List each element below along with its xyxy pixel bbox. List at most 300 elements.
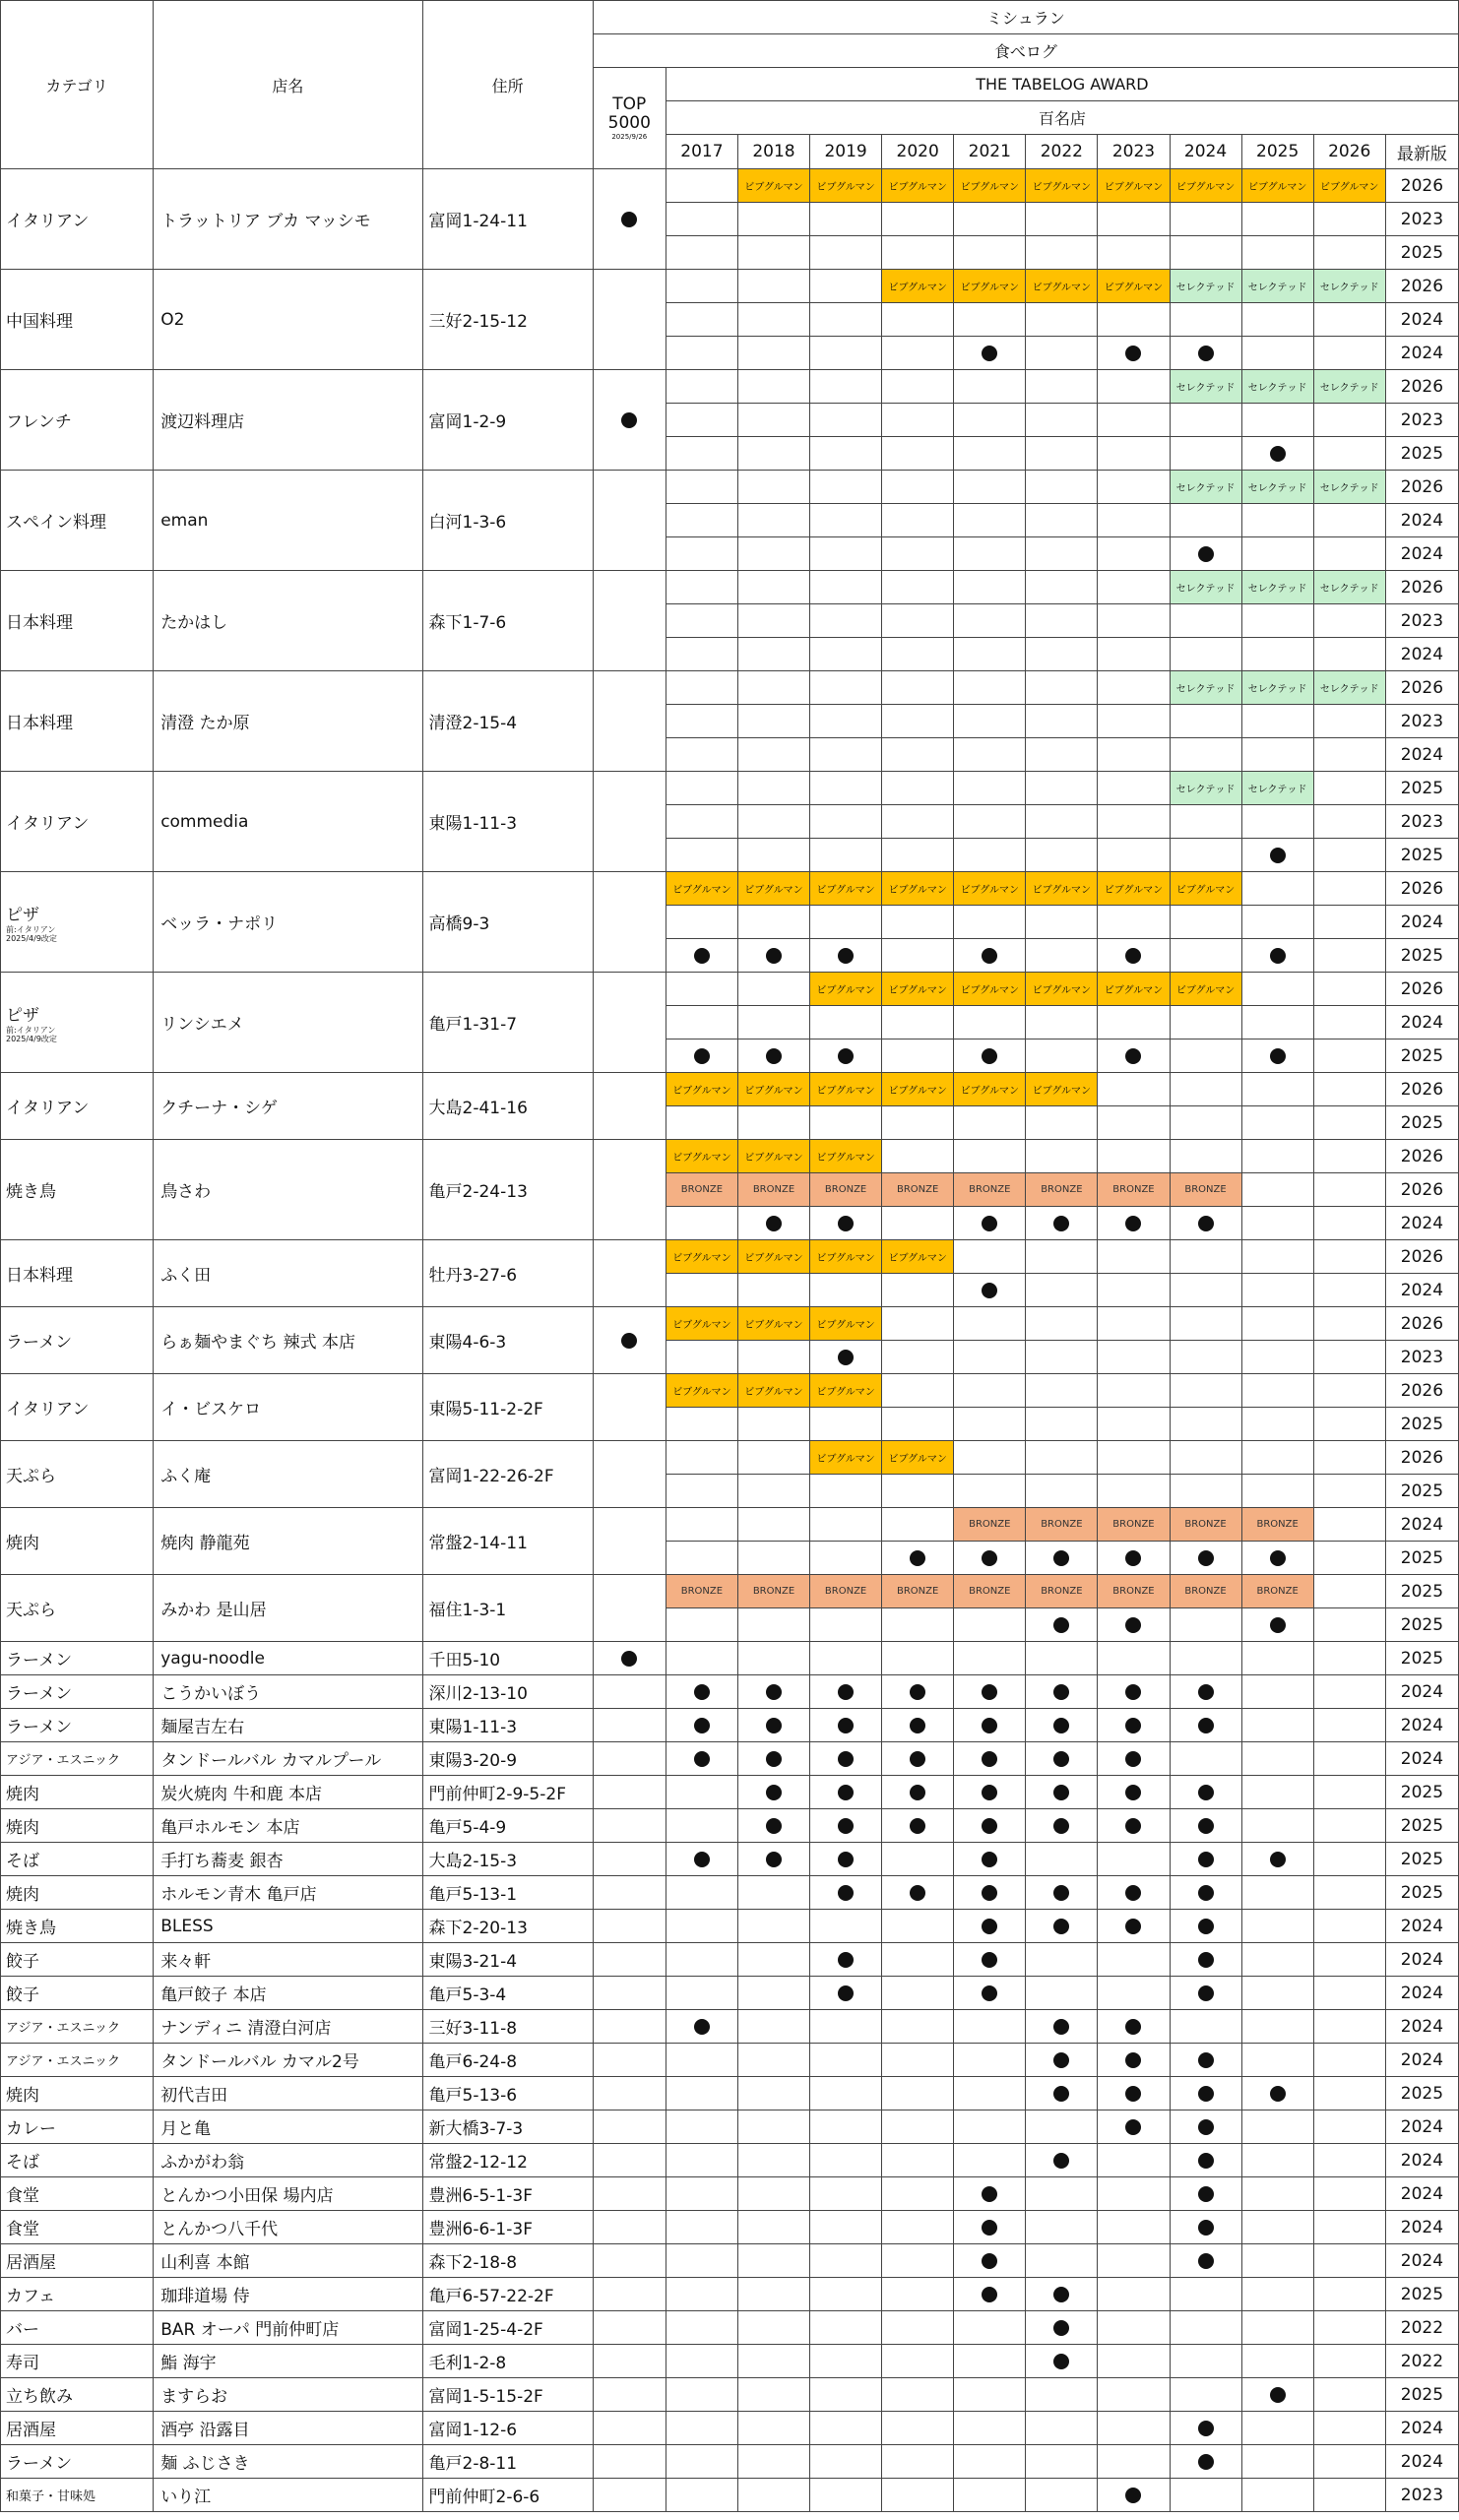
bib-gourmand-badge: ビブグルマン xyxy=(954,1073,1026,1106)
empty-cell xyxy=(1170,805,1241,839)
latest-year: 2025 xyxy=(1385,1876,1458,1910)
empty-cell xyxy=(1241,906,1313,939)
table-row xyxy=(1,1073,1459,1106)
empty-cell xyxy=(1241,1374,1313,1408)
hyakumeiten-dot-icon xyxy=(910,1785,925,1800)
empty-cell xyxy=(810,236,882,270)
hyakumeiten-dot-icon xyxy=(982,1550,997,1566)
store-address: 常盤2-12-12 xyxy=(422,2144,593,2177)
hyakumeiten-dot-icon xyxy=(1198,1818,1214,1834)
latest-year: 2024 xyxy=(1385,504,1458,537)
empty-cell xyxy=(1241,2412,1313,2445)
table-row xyxy=(1,2278,1459,2311)
category-label: スペイン料理 xyxy=(6,513,106,533)
empty-cell xyxy=(882,537,954,571)
empty-cell xyxy=(1170,1608,1241,1642)
hyakumeiten-dot-icon xyxy=(1125,2086,1141,2102)
category-cell xyxy=(1,1642,154,1675)
empty-cell xyxy=(666,1475,737,1508)
hyakumeiten-cell xyxy=(810,1876,882,1910)
hyakumeiten-dot-icon xyxy=(982,1885,997,1901)
empty-cell xyxy=(1313,203,1385,236)
hyakumeiten-cell xyxy=(1098,1809,1170,1843)
store-address: 富岡1-25-4-2F xyxy=(422,2311,593,2345)
empty-cell xyxy=(1098,1274,1170,1307)
category-label: ピザ xyxy=(6,1006,39,1026)
latest-year: 2022 xyxy=(1385,2345,1458,2378)
empty-cell xyxy=(1313,1441,1385,1475)
hyakumeiten-dot-icon xyxy=(1198,2086,1214,2102)
bib-gourmand-badge: ビブグルマン xyxy=(810,169,882,203)
empty-cell xyxy=(1241,1910,1313,1943)
top5000-cell xyxy=(593,1307,666,1374)
hyakumeiten-cell xyxy=(1170,1709,1241,1742)
hyakumeiten-cell xyxy=(954,939,1026,973)
empty-cell xyxy=(666,805,737,839)
hyakumeiten-cell xyxy=(954,1675,1026,1709)
empty-cell xyxy=(1170,1274,1241,1307)
empty-cell xyxy=(954,370,1026,404)
empty-cell xyxy=(1098,236,1170,270)
table-row xyxy=(1,2144,1459,2177)
category-label: 日本料理 xyxy=(6,613,73,633)
empty-cell xyxy=(1241,1173,1313,1207)
empty-cell xyxy=(1098,671,1170,705)
empty-cell xyxy=(1241,2445,1313,2479)
store-name: らぁ麺やまぐち 辣式 本店 xyxy=(154,1307,422,1374)
hyakumeiten-dot-icon xyxy=(694,1048,710,1064)
header-michelin: ミシュラン xyxy=(593,1,1458,34)
hyakumeiten-cell xyxy=(1241,1040,1313,1073)
store-address: 富岡1-2-9 xyxy=(422,370,593,471)
category-label: 居酒屋 xyxy=(6,2253,56,2273)
hyakumeiten-cell xyxy=(737,939,809,973)
top5000-cell xyxy=(593,270,666,370)
latest-year: 2025 xyxy=(1385,2077,1458,2110)
empty-cell xyxy=(1313,1207,1385,1240)
hyakumeiten-cell xyxy=(1098,1542,1170,1575)
year-header-2017: 2017 xyxy=(666,135,737,169)
empty-cell xyxy=(1098,2412,1170,2445)
category-cell xyxy=(1,2311,154,2345)
empty-cell xyxy=(1170,1408,1241,1441)
year-header-2020: 2020 xyxy=(882,135,954,169)
hyakumeiten-dot-icon xyxy=(982,1216,997,1231)
hyakumeiten-cell xyxy=(666,1709,737,1742)
category-label: 居酒屋 xyxy=(6,2421,56,2440)
table-row xyxy=(1,671,1459,705)
hyakumeiten-dot-icon xyxy=(1270,1852,1286,1867)
hyakumeiten-cell xyxy=(810,1776,882,1809)
top5000-dot-icon xyxy=(621,1333,637,1349)
hyakumeiten-cell xyxy=(1170,2211,1241,2244)
empty-cell xyxy=(1026,1408,1098,1441)
store-address: 富岡1-12-6 xyxy=(422,2412,593,2445)
top5000-cell xyxy=(593,1441,666,1508)
empty-cell xyxy=(1313,1140,1385,1173)
latest-year: 2026 xyxy=(1385,1307,1458,1341)
hyakumeiten-dot-icon xyxy=(1053,1885,1069,1901)
empty-cell xyxy=(882,337,954,370)
hyakumeiten-cell xyxy=(1098,1608,1170,1642)
empty-cell xyxy=(737,1943,809,1977)
empty-cell xyxy=(666,2345,737,2378)
store-address: 門前仲町2-6-6 xyxy=(422,2479,593,2512)
empty-cell xyxy=(737,1876,809,1910)
empty-cell xyxy=(1026,2244,1098,2278)
selected-badge: セレクテッド xyxy=(1170,270,1241,303)
latest-year: 2024 xyxy=(1385,1508,1458,1542)
empty-cell xyxy=(666,1776,737,1809)
hyakumeiten-dot-icon xyxy=(838,1751,854,1767)
store-address: 亀戸5-4-9 xyxy=(422,1809,593,1843)
empty-cell xyxy=(1026,1441,1098,1475)
empty-cell xyxy=(1170,1475,1241,1508)
category-cell xyxy=(1,1742,154,1776)
bib-gourmand-badge: ビブグルマン xyxy=(810,1140,882,1173)
hyakumeiten-dot-icon xyxy=(982,1751,997,1767)
top5000-cell xyxy=(593,1675,666,1709)
latest-year: 2025 xyxy=(1385,2278,1458,2311)
empty-cell xyxy=(1098,2278,1170,2311)
hyakumeiten-dot-icon xyxy=(838,1684,854,1700)
empty-cell xyxy=(810,1642,882,1675)
empty-cell xyxy=(1313,2211,1385,2244)
empty-cell xyxy=(1026,671,1098,705)
empty-cell xyxy=(882,1140,954,1173)
empty-cell xyxy=(1170,638,1241,671)
hyakumeiten-cell xyxy=(954,2244,1026,2278)
bronze-badge: BRONZE xyxy=(1170,1173,1241,1207)
store-address: 富岡1-22-26-2F xyxy=(422,1441,593,1508)
category-cell xyxy=(1,1508,154,1575)
bib-gourmand-badge: ビブグルマン xyxy=(737,1240,809,1274)
hyakumeiten-cell xyxy=(954,1776,1026,1809)
selected-badge: セレクテッド xyxy=(1241,471,1313,504)
empty-cell xyxy=(1241,1809,1313,1843)
top5000-cell xyxy=(593,169,666,270)
empty-cell xyxy=(1241,1742,1313,1776)
empty-cell xyxy=(810,2077,882,2110)
hyakumeiten-dot-icon xyxy=(1125,2488,1141,2503)
empty-cell xyxy=(882,2479,954,2512)
store-name: タンドールバル カマル2号 xyxy=(154,2044,422,2077)
empty-cell xyxy=(1170,2278,1241,2311)
hyakumeiten-dot-icon xyxy=(910,1718,925,1733)
empty-cell xyxy=(954,1106,1026,1140)
empty-cell xyxy=(1026,1274,1098,1307)
empty-cell xyxy=(1241,1876,1313,1910)
empty-cell xyxy=(1241,1943,1313,1977)
empty-cell xyxy=(810,1106,882,1140)
bronze-badge: BRONZE xyxy=(810,1575,882,1608)
empty-cell xyxy=(954,1408,1026,1441)
latest-year: 2025 xyxy=(1385,1776,1458,1809)
latest-year: 2026 xyxy=(1385,1173,1458,1207)
selected-badge: セレクテッド xyxy=(1170,671,1241,705)
store-name: yagu-noodle xyxy=(154,1642,422,1675)
empty-cell xyxy=(1026,1240,1098,1274)
empty-cell xyxy=(882,1040,954,1073)
hyakumeiten-cell xyxy=(1026,1207,1098,1240)
hyakumeiten-cell xyxy=(1026,1910,1098,1943)
empty-cell xyxy=(666,839,737,872)
hyakumeiten-dot-icon xyxy=(1198,1852,1214,1867)
hyakumeiten-dot-icon xyxy=(838,1852,854,1867)
top5000-cell xyxy=(593,1910,666,1943)
empty-cell xyxy=(1098,537,1170,571)
hyakumeiten-cell xyxy=(666,2010,737,2044)
latest-year: 2025 xyxy=(1385,1575,1458,1608)
bib-gourmand-badge: ビブグルマン xyxy=(1170,169,1241,203)
category-cell xyxy=(1,270,154,370)
latest-year: 2026 xyxy=(1385,671,1458,705)
hyakumeiten-dot-icon xyxy=(982,2287,997,2302)
store-address: 門前仲町2-9-5-2F xyxy=(422,1776,593,1809)
empty-cell xyxy=(1313,1040,1385,1073)
empty-cell xyxy=(1313,772,1385,805)
store-address: 豊洲6-5-1-3F xyxy=(422,2177,593,2211)
latest-year: 2026 xyxy=(1385,169,1458,203)
empty-cell xyxy=(737,604,809,638)
hyakumeiten-dot-icon xyxy=(1125,2119,1141,2135)
bib-gourmand-badge: ビブグルマン xyxy=(810,1374,882,1408)
hyakumeiten-dot-icon xyxy=(766,1048,782,1064)
empty-cell xyxy=(1170,437,1241,471)
empty-cell xyxy=(1098,1642,1170,1675)
hyakumeiten-cell xyxy=(810,1675,882,1709)
empty-cell xyxy=(666,571,737,604)
empty-cell xyxy=(1170,2378,1241,2412)
empty-cell xyxy=(882,2010,954,2044)
empty-cell xyxy=(1098,404,1170,437)
empty-cell xyxy=(737,1441,809,1475)
store-name: 鳥さわ xyxy=(154,1140,422,1240)
hyakumeiten-cell xyxy=(954,1809,1026,1843)
empty-cell xyxy=(1098,2311,1170,2345)
empty-cell xyxy=(737,2445,809,2479)
hyakumeiten-dot-icon xyxy=(838,1885,854,1901)
latest-year: 2025 xyxy=(1385,1809,1458,1843)
hyakumeiten-cell xyxy=(1170,1977,1241,2010)
empty-cell xyxy=(737,772,809,805)
latest-year: 2024 xyxy=(1385,2144,1458,2177)
hyakumeiten-dot-icon xyxy=(1125,948,1141,964)
latest-year: 2024 xyxy=(1385,2445,1458,2479)
empty-cell xyxy=(1026,2211,1098,2244)
hyakumeiten-dot-icon xyxy=(694,2019,710,2035)
header-store-name: 店名 xyxy=(154,1,422,169)
empty-cell xyxy=(1241,705,1313,738)
category-label: 焼肉 xyxy=(6,1534,39,1553)
store-name: O2 xyxy=(154,270,422,370)
top5000-dot-icon xyxy=(621,1651,637,1667)
bib-gourmand-badge: ビブグルマン xyxy=(1098,270,1170,303)
bronze-badge: BRONZE xyxy=(737,1173,809,1207)
store-name: 初代吉田 xyxy=(154,2077,422,2110)
empty-cell xyxy=(1241,236,1313,270)
empty-cell xyxy=(1170,705,1241,738)
hyakumeiten-cell xyxy=(1170,1876,1241,1910)
hyakumeiten-cell xyxy=(1026,2278,1098,2311)
empty-cell xyxy=(1241,1307,1313,1341)
empty-cell xyxy=(882,2244,954,2278)
category-label: 焼き鳥 xyxy=(6,1919,56,1938)
empty-cell xyxy=(810,1274,882,1307)
empty-cell xyxy=(882,2211,954,2244)
empty-cell xyxy=(810,671,882,705)
selected-badge: セレクテッド xyxy=(1241,370,1313,404)
hyakumeiten-cell xyxy=(882,1709,954,1742)
hyakumeiten-dot-icon xyxy=(1198,1919,1214,1934)
latest-year: 2025 xyxy=(1385,1106,1458,1140)
hyakumeiten-cell xyxy=(1098,337,1170,370)
selected-badge: セレクテッド xyxy=(1170,370,1241,404)
hyakumeiten-cell xyxy=(1026,2345,1098,2378)
empty-cell xyxy=(954,2077,1026,2110)
empty-cell xyxy=(737,2044,809,2077)
empty-cell xyxy=(1098,2144,1170,2177)
table-row xyxy=(1,1140,1459,1173)
category-label: アジア・エスニック xyxy=(6,2021,120,2036)
empty-cell xyxy=(1313,1776,1385,1809)
table-row xyxy=(1,1441,1459,1475)
latest-year: 2023 xyxy=(1385,1341,1458,1374)
hyakumeiten-cell xyxy=(1098,1675,1170,1709)
latest-year: 2025 xyxy=(1385,772,1458,805)
category-label: 焼肉 xyxy=(6,1885,39,1905)
empty-cell xyxy=(1313,1542,1385,1575)
hyakumeiten-dot-icon xyxy=(1053,2019,1069,2035)
category-label: フレンチ xyxy=(6,412,72,432)
empty-cell xyxy=(954,437,1026,471)
empty-cell xyxy=(882,738,954,772)
hyakumeiten-cell xyxy=(1170,1675,1241,1709)
hyakumeiten-cell xyxy=(1241,1843,1313,1876)
empty-cell xyxy=(882,839,954,872)
empty-cell xyxy=(1098,1943,1170,1977)
empty-cell xyxy=(666,1106,737,1140)
hyakumeiten-cell xyxy=(666,1040,737,1073)
top5000-cell xyxy=(593,2144,666,2177)
empty-cell xyxy=(1026,705,1098,738)
category-label: 餃子 xyxy=(6,1985,39,2005)
hyakumeiten-dot-icon xyxy=(1125,1885,1141,1901)
empty-cell xyxy=(954,404,1026,437)
category-cell xyxy=(1,1910,154,1943)
hyakumeiten-cell xyxy=(1241,939,1313,973)
empty-cell xyxy=(810,2479,882,2512)
category-label: ラーメン xyxy=(6,1651,73,1670)
hyakumeiten-cell xyxy=(1026,1776,1098,1809)
hyakumeiten-cell xyxy=(1098,1876,1170,1910)
latest-year: 2025 xyxy=(1385,1542,1458,1575)
bib-gourmand-badge: ビブグルマン xyxy=(954,270,1026,303)
store-name: 麺 ふじさき xyxy=(154,2445,422,2479)
latest-year: 2024 xyxy=(1385,2044,1458,2077)
top5000-cell xyxy=(593,2177,666,2211)
table-row xyxy=(1,1843,1459,1876)
empty-cell xyxy=(1313,337,1385,370)
hyakumeiten-dot-icon xyxy=(1270,2086,1286,2102)
empty-cell xyxy=(737,1408,809,1441)
empty-cell xyxy=(810,2445,882,2479)
latest-year: 2023 xyxy=(1385,203,1458,236)
empty-cell xyxy=(1098,1341,1170,1374)
hyakumeiten-dot-icon xyxy=(910,1818,925,1834)
empty-cell xyxy=(1098,1843,1170,1876)
empty-cell xyxy=(666,738,737,772)
table-row xyxy=(1,1742,1459,1776)
bib-gourmand-badge: ビブグルマン xyxy=(810,973,882,1006)
empty-cell xyxy=(666,1910,737,1943)
hyakumeiten-dot-icon xyxy=(766,1818,782,1834)
selected-badge: セレクテッド xyxy=(1241,671,1313,705)
empty-cell xyxy=(1241,537,1313,571)
top5000-cell xyxy=(593,2278,666,2311)
empty-cell xyxy=(737,1475,809,1508)
hyakumeiten-dot-icon xyxy=(982,346,997,361)
store-address: 亀戸6-57-22-2F xyxy=(422,2278,593,2311)
store-address: 亀戸2-24-13 xyxy=(422,1140,593,1240)
empty-cell xyxy=(737,236,809,270)
empty-cell xyxy=(666,2311,737,2345)
empty-cell xyxy=(1098,2211,1170,2244)
table-row xyxy=(1,571,1459,604)
bib-gourmand-badge: ビブグルマン xyxy=(954,872,1026,906)
empty-cell xyxy=(954,671,1026,705)
bib-gourmand-badge: ビブグルマン xyxy=(666,872,737,906)
empty-cell xyxy=(1026,2177,1098,2211)
empty-cell xyxy=(1170,1040,1241,1073)
empty-cell xyxy=(1313,2378,1385,2412)
empty-cell xyxy=(882,2144,954,2177)
empty-cell xyxy=(954,2010,1026,2044)
top5000-cell xyxy=(593,2479,666,2512)
empty-cell xyxy=(1313,839,1385,872)
empty-cell xyxy=(666,2144,737,2177)
table-row xyxy=(1,1977,1459,2010)
empty-cell xyxy=(882,1508,954,1542)
category-label: そば xyxy=(6,2153,39,2173)
top5000-cell xyxy=(593,571,666,671)
empty-cell xyxy=(1098,203,1170,236)
empty-cell xyxy=(810,2378,882,2412)
store-name: eman xyxy=(154,471,422,571)
hyakumeiten-cell xyxy=(1026,2044,1098,2077)
empty-cell xyxy=(1098,2177,1170,2211)
hyakumeiten-cell xyxy=(1026,2311,1098,2345)
hyakumeiten-dot-icon xyxy=(1125,1818,1141,1834)
empty-cell xyxy=(737,537,809,571)
hyakumeiten-cell xyxy=(1170,337,1241,370)
empty-cell xyxy=(954,303,1026,337)
empty-cell xyxy=(1026,1374,1098,1408)
hyakumeiten-cell xyxy=(954,1542,1026,1575)
empty-cell xyxy=(882,1475,954,1508)
store-address: 東陽1-11-3 xyxy=(422,772,593,872)
latest-year: 2025 xyxy=(1385,1040,1458,1073)
empty-cell xyxy=(882,471,954,504)
empty-cell xyxy=(1170,1307,1241,1341)
empty-cell xyxy=(882,2044,954,2077)
empty-cell xyxy=(1313,1274,1385,1307)
empty-cell xyxy=(810,604,882,638)
empty-cell xyxy=(1313,2345,1385,2378)
store-name: 亀戸ホルモン 本店 xyxy=(154,1809,422,1843)
hyakumeiten-cell xyxy=(954,1977,1026,2010)
category-label: 焼き鳥 xyxy=(6,1182,56,1202)
